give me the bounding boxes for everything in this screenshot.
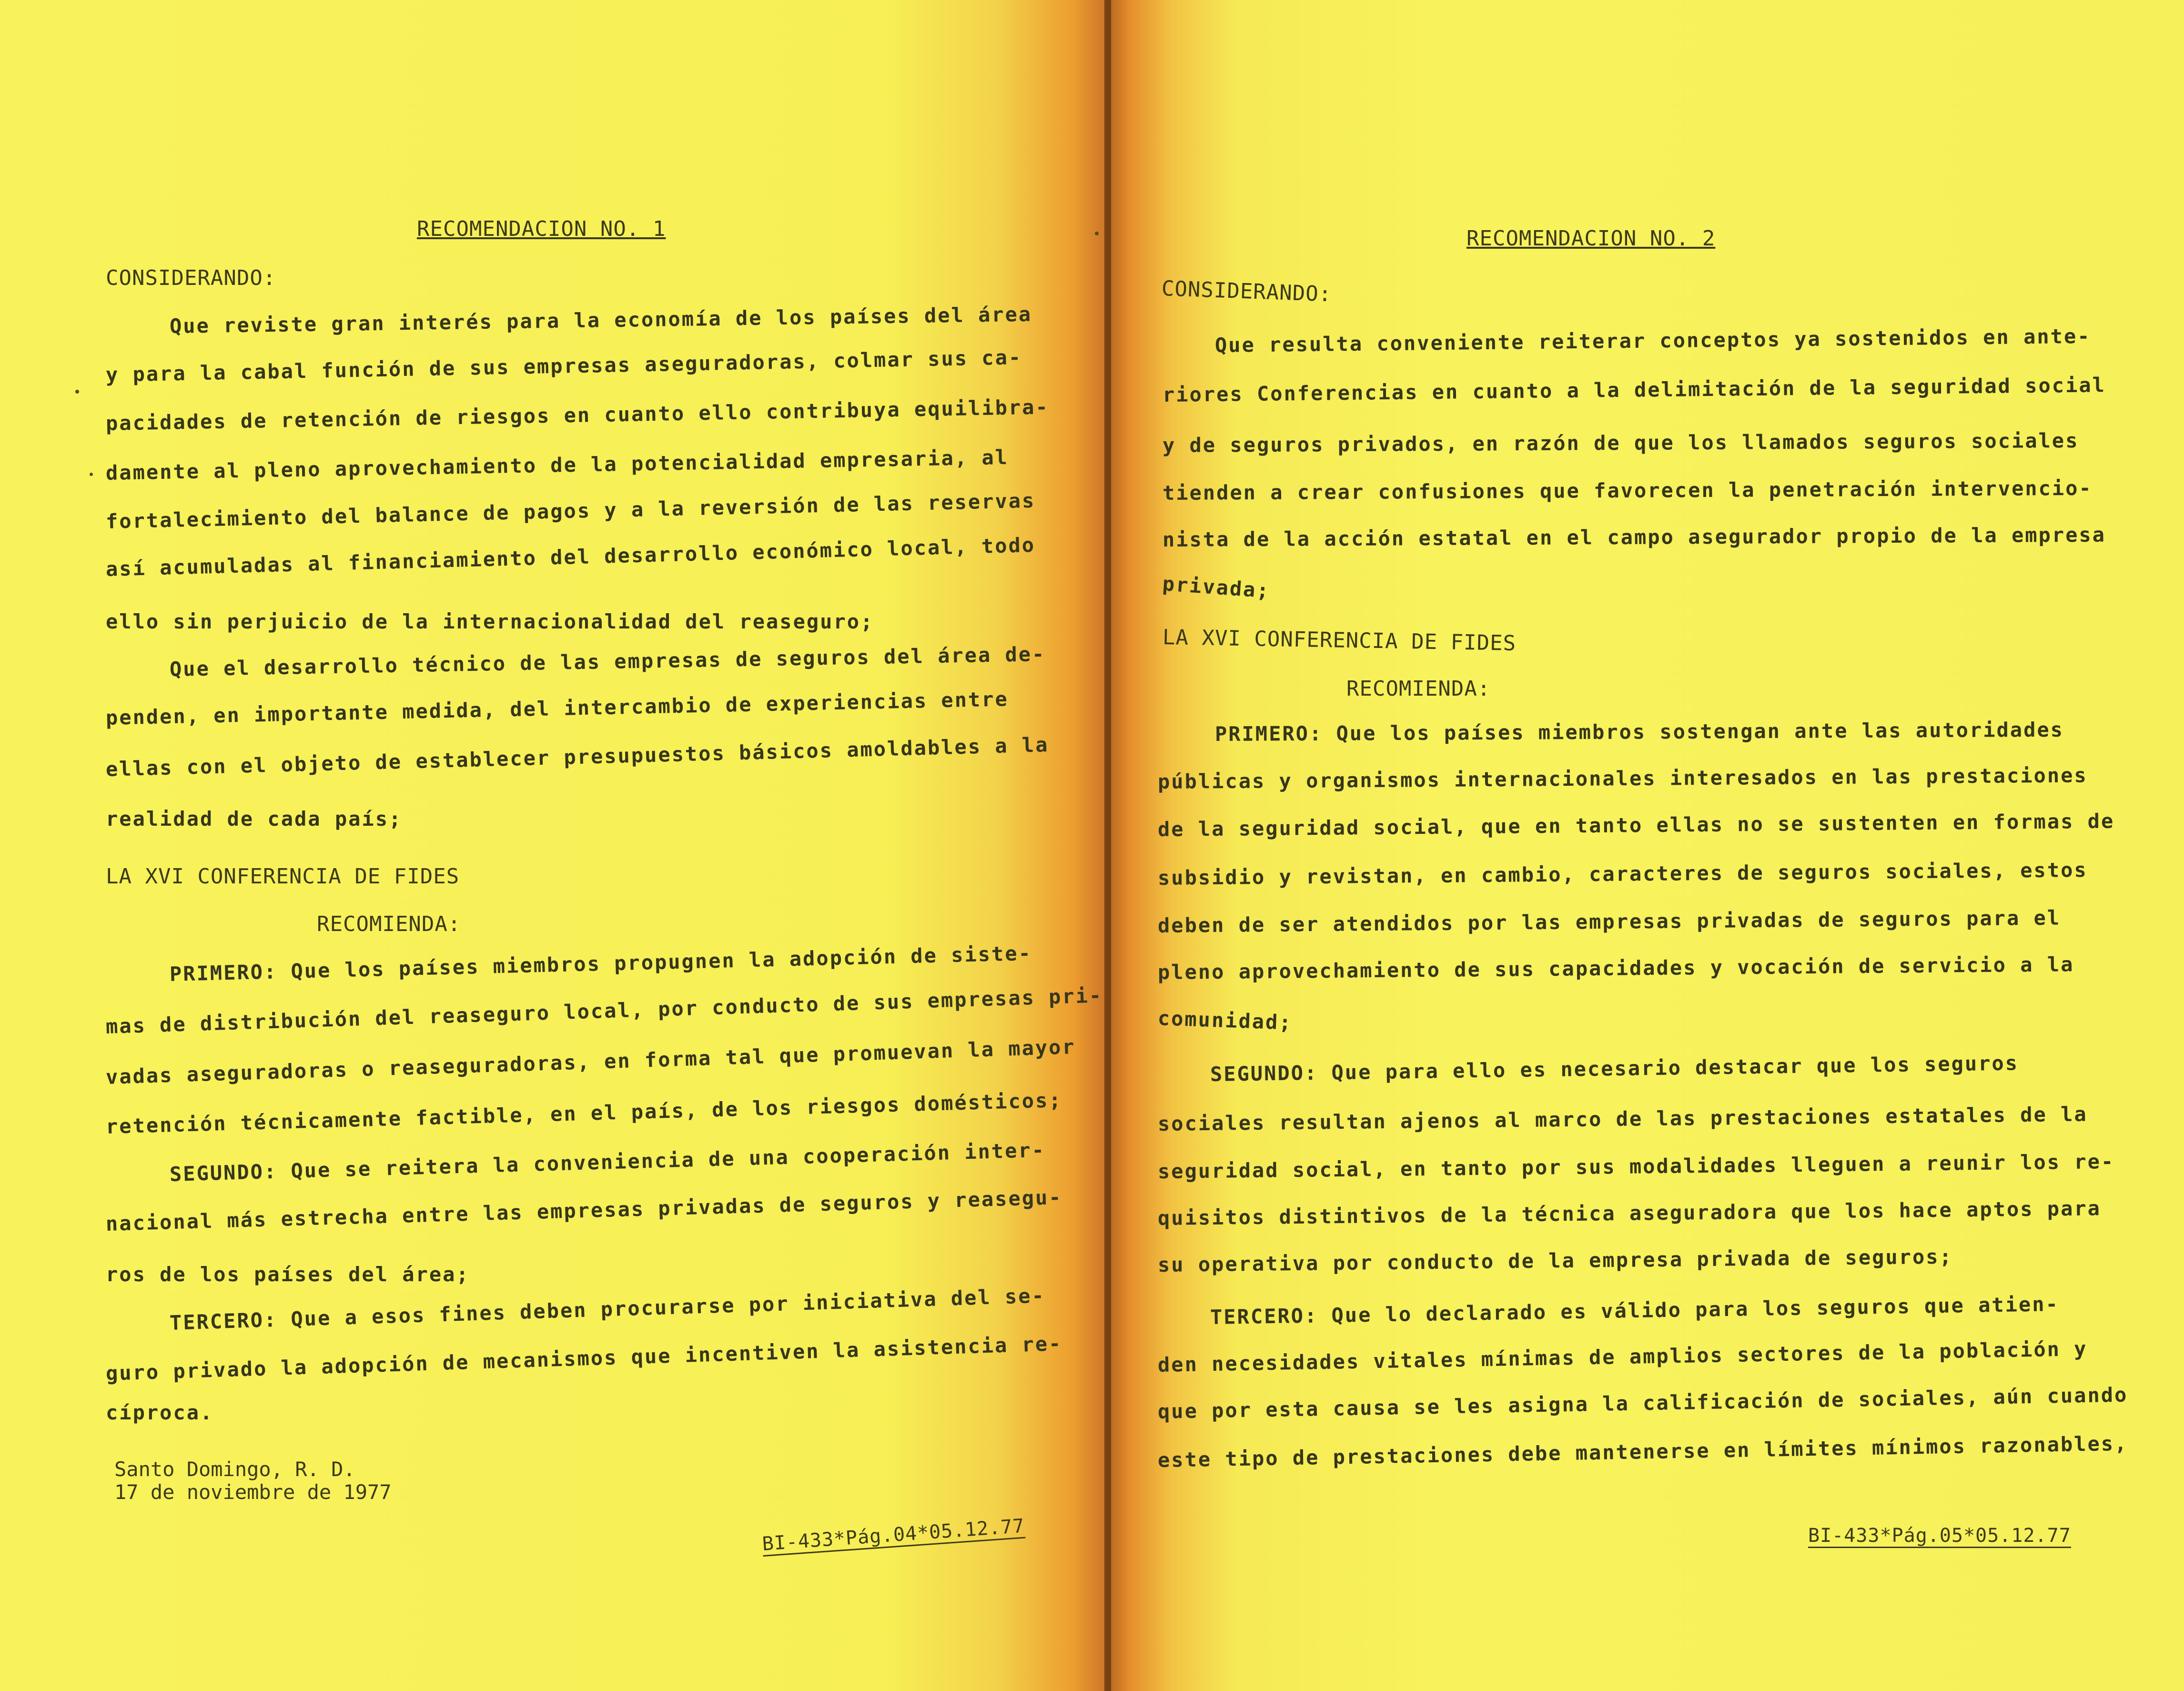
left-primero-line-2: mas de distribución del reaseguro local, por conducto de sus empresas pri- <box>105 983 1103 1038</box>
book-binding <box>1104 0 1111 1691</box>
signing-place: Santo Domingo, R. D. <box>114 1458 355 1481</box>
right-primero-line-1: PRIMERO: Que los países miembros sostengan ante las autoridades <box>1214 718 2064 746</box>
left-segundo-line-1: SEGUNDO: Que se reitera la conveniencia de una cooperación inter- <box>169 1138 1046 1186</box>
right-tercero-line-2: den necesidades vitales mínimas de amplios sectores de la población y <box>1157 1337 2088 1377</box>
left-line-2: y para la cabal función de sus empresas aseguradoras, colmar sus ca- <box>105 345 1022 386</box>
right-segundo-line-4: quisitos distintivos de la técnica aseguradora que los hace aptos para <box>1157 1196 2102 1230</box>
right-segundo-line-5: su operativa por conducto de la empresa privada de seguros; <box>1157 1245 1953 1276</box>
left-conferencia-heading: LA XVI CONFERENCIA DE FIDES <box>106 864 460 889</box>
right-primero-line-5: deben de ser atendidos por las empresas privadas de seguros para el <box>1157 906 2061 937</box>
right-tercero-line-4: este tipo de prestaciones debe mantenerse en límites mínimos razonables, <box>1157 1431 2128 1472</box>
right-line-3: y de seguros privados, en razón de que los llamados seguros sociales <box>1162 428 2079 457</box>
left-line-8: Que el desarrollo técnico de las empresas de seguros del área de- <box>169 642 1046 681</box>
ink-speck <box>90 473 93 476</box>
ink-speck <box>1095 232 1099 235</box>
right-segundo-line-1: SEGUNDO: Que para ello es necesario destacar que los seguros <box>1210 1051 2019 1086</box>
right-conferencia-heading: LA XVI CONFERENCIA DE FIDES <box>1162 625 1517 656</box>
right-primero-line-3: de la seguridad social, que en tanto ellas no se sustenten en formas de <box>1157 809 2115 841</box>
right-segundo-line-3: seguridad social, en tanto por sus modalidades lleguen a reunir los re- <box>1157 1149 2115 1183</box>
left-line-9: penden, en importante medida, del intercambio de experiencias entre <box>105 687 1009 729</box>
right-page-title: RECOMENDACION NO. 2 <box>1466 226 1716 251</box>
signing-date: 17 de noviembre de 1977 <box>114 1480 392 1504</box>
left-line-10: ellas con el objeto de establecer presupuestos básicos amoldables a la <box>105 733 1049 781</box>
left-tercero-line-1: TERCERO: Que a esos fines deben procurarse por iniciativa del se- <box>169 1284 1046 1335</box>
right-primero-line-6: pleno aprovechamiento de sus capacidades y vocación de servicio a la <box>1157 952 2074 984</box>
left-line-4: damente al pleno aprovechamiento de la potencialidad empresaria, al <box>105 445 1009 485</box>
right-primero-line-4: subsidio y revistan, en cambio, caracteres de seguros sociales, estos <box>1157 858 2088 890</box>
left-tercero-line-3: cíproca. <box>106 1401 214 1424</box>
left-line-6: así acumuladas al financiamiento del desarrollo económico local, todo <box>105 533 1036 581</box>
right-line-2: riores Conferencias en cuanto a la delimitación de la seguridad social <box>1162 373 2106 406</box>
right-line-4: tienden a crear confusiones que favorecen la penetración intervencio- <box>1162 476 2093 505</box>
left-page-title: RECOMENDACION NO. 1 <box>417 217 666 241</box>
right-tercero-line-3: que por esta causa se les asigna la calificación de sociales, aún cuando <box>1157 1383 2128 1423</box>
right-page-footer: BI-433*Pág.05*05.12.77 <box>1808 1525 2071 1548</box>
left-primero-line-1: PRIMERO: Que los países miembros propugnen la adopción de siste- <box>169 941 1032 986</box>
left-line-7: ello sin perjuicio de la internacionalidad del reaseguro; <box>106 610 874 633</box>
left-primero-line-4: retención técnicamente factible, en el país, de los riesgos domésticos; <box>105 1088 1063 1138</box>
left-segundo-line-2: nacional más estrecha entre las empresas privadas de seguros y reasegu- <box>105 1185 1063 1235</box>
right-line-6: privada; <box>1162 572 1271 603</box>
left-line-5: fortalecimiento del balance de pagos y a la reversión de las reservas <box>105 488 1036 533</box>
left-line-3: pacidades de retención de riesgos en cuanto ello contribuya equilibra- <box>105 395 1050 435</box>
right-primero-line-7: comunidad; <box>1157 1006 1293 1034</box>
left-line-1: Que reviste gran interés para la economía de los países del área <box>169 302 1032 338</box>
left-segundo-line-3: ros de los países del área; <box>106 1263 470 1286</box>
right-line-5: nista de la acción estatal en el campo asegurador propio de la empresa <box>1162 523 2106 551</box>
left-page-footer: BI-433*Pág.04*05.12.77 <box>761 1515 1025 1557</box>
right-line-1: Que resulta conveniente reiterar conceptos ya sostenidos en ante- <box>1214 324 2091 357</box>
left-recomienda-heading: RECOMIENDA: <box>317 912 461 936</box>
right-tercero-line-1: TERCERO: Que lo declarado es válido para los seguros que atien- <box>1210 1292 2060 1329</box>
left-primero-line-3: vadas aseguradoras o reaseguradoras, en forma tal que promuevan la mayor <box>105 1035 1076 1089</box>
right-recomienda-heading: RECOMIENDA: <box>1346 677 1491 701</box>
left-tercero-line-2: guro privado la adopción de mecanismos que incentiven la asistencia re- <box>105 1331 1063 1385</box>
right-segundo-line-2: sociales resultan ajenos al marco de las prestaciones estatales de la <box>1157 1102 2088 1135</box>
left-line-11: realidad de cada país; <box>106 807 403 830</box>
right-primero-line-2: públicas y organismos internacionales interesados en las prestaciones <box>1157 763 2088 793</box>
left-considerando-heading: CONSIDERANDO: <box>106 266 276 290</box>
right-considerando-heading: CONSIDERANDO: <box>1161 276 1333 307</box>
ink-speck <box>75 390 79 394</box>
